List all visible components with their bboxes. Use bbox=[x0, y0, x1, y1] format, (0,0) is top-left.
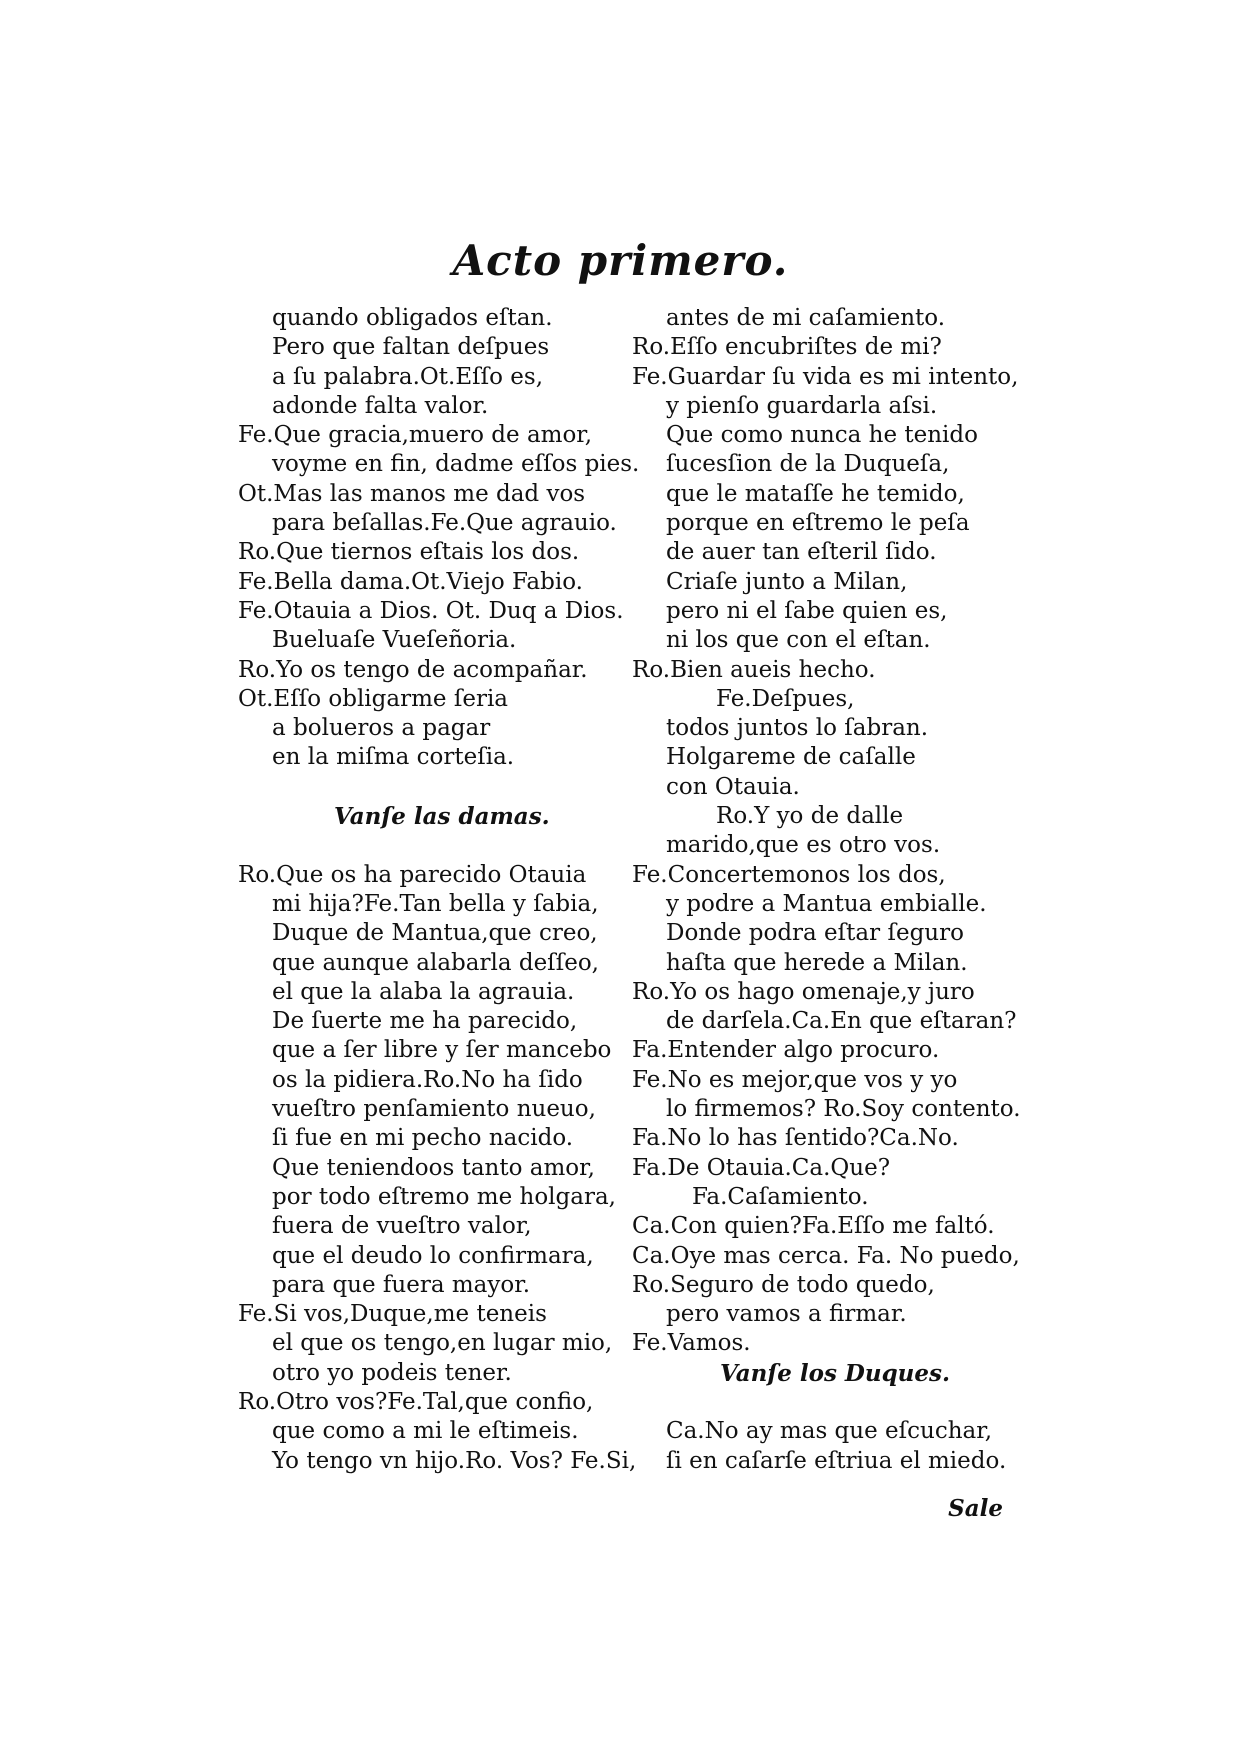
verse-line: Fe.Deſpues, bbox=[716, 685, 855, 712]
verse-line: Ro.Otro vos?Fe.Tal,que confio, bbox=[238, 1388, 594, 1415]
verse-line: Que teniendoos tanto amor, bbox=[272, 1154, 595, 1181]
verse-line: marido,que es otro vos. bbox=[666, 832, 941, 859]
verse-line: Fe.Guardar ſu vida es mi intento, bbox=[632, 363, 1019, 390]
verse-line: ni los que con el eſtan. bbox=[666, 627, 931, 654]
verse-line: Fe.Bella dama.Ot.Viejo Fabio. bbox=[238, 568, 583, 595]
verse-line: para beſallas.Fe.Que agrauio. bbox=[272, 510, 617, 537]
left-column bbox=[238, 304, 640, 1476]
verse-line: Ro.Seguro de todo quedo, bbox=[632, 1271, 935, 1298]
verse-line: de darſela.Ca.En que eſtaran? bbox=[666, 1008, 1017, 1035]
verse-line: Ot.Eſſo obligarme ſeria bbox=[238, 685, 509, 712]
verse-line: os la pidiera.Ro.No ha ſido bbox=[272, 1066, 583, 1093]
verse-line: antes de mi caſamiento. bbox=[666, 305, 946, 331]
verse-line: Ro.Y yo de dalle bbox=[716, 803, 904, 830]
verse-line: Criaſe junto a Milan, bbox=[666, 568, 908, 595]
verse-line: Fe.Otauia a Dios. Ot. Duq a Dios. bbox=[238, 597, 624, 624]
verse-line: Yo tengo vn hijo.Ro. Vos? Fe.Si, bbox=[272, 1447, 637, 1474]
verse-line: Ro.Bien aueis hecho. bbox=[632, 656, 876, 683]
right-column bbox=[632, 304, 1021, 1476]
verse-line: Ca.No ay mas que eſcuchar, bbox=[666, 1418, 993, 1445]
verse-line: que le mataſſe he temido, bbox=[666, 480, 965, 507]
verse-line: fuera de vueſtro valor, bbox=[272, 1213, 532, 1240]
blank-line bbox=[238, 831, 628, 860]
verse-line: que a ſer libre y ſer mancebo bbox=[272, 1037, 612, 1064]
verse-line: pero vamos a firmar. bbox=[666, 1301, 907, 1328]
verse-line: Pero que faltan deſpues bbox=[272, 334, 550, 361]
verse-line: Fa.Entender algo procuro. bbox=[632, 1037, 940, 1064]
verse-line: quando obligados eſtan. bbox=[272, 305, 553, 331]
verse-line: para que fuera mayor. bbox=[272, 1271, 531, 1298]
verse-line: todos juntos lo ſabran. bbox=[666, 715, 929, 742]
verse-line: otro yo podeis tener. bbox=[272, 1359, 512, 1386]
verse-line: Fa.Caſamiento. bbox=[692, 1183, 869, 1210]
verse-line: por todo eſtremo me holgara, bbox=[272, 1183, 616, 1210]
verse-line: De ſuerte me ha parecido, bbox=[272, 1008, 578, 1035]
verse-line: lo firmemos? Ro.Soy contento. bbox=[666, 1096, 1021, 1123]
verse-line: el que os tengo,en lugar mio, bbox=[272, 1330, 613, 1357]
verse-line: Fe.No es mejor,que vos y yo bbox=[632, 1066, 958, 1093]
verse-line: Ro.Que os ha parecido Otauia bbox=[238, 861, 587, 888]
verse-line: Ro.Eſſo encubriſtes de mi? bbox=[632, 334, 942, 361]
verse-line: pero ni el ſabe quien es, bbox=[666, 597, 948, 624]
verse-line: Holgareme de caſalle bbox=[666, 744, 916, 771]
verse-line: Ro.Yo os tengo de acompañar. bbox=[238, 656, 588, 683]
verse-line: haſta que herede a Milan. bbox=[666, 949, 968, 976]
running-header: Acto primero. bbox=[452, 236, 789, 285]
verse-line: voyme en fin, dadme eſſos pies. bbox=[272, 451, 640, 478]
verse-line: Duque de Mantua,que creo, bbox=[272, 920, 598, 947]
verse-line: Fa.De Otauia.Ca.Que? bbox=[632, 1154, 891, 1181]
verse-line: vueſtro penſamiento nueuo, bbox=[272, 1096, 596, 1123]
catchword: Sale bbox=[948, 1495, 1003, 1522]
blank-line bbox=[238, 773, 628, 802]
verse-line: Fe.Si vos,Duque,me teneis bbox=[238, 1301, 547, 1328]
stage-direction: Vanſe los Duques. bbox=[720, 1359, 950, 1387]
verse-line: que el deudo lo confirmara, bbox=[272, 1242, 594, 1269]
verse-line: con Otauia. bbox=[666, 773, 800, 800]
verse-line: Fa.No lo has ſentido?Ca.No. bbox=[632, 1125, 959, 1152]
verse-line: que como a mi le eſtimeis. bbox=[272, 1418, 579, 1445]
verse-line: en la miſma corteſia. bbox=[272, 744, 515, 771]
verse-line: y podre a Mantua embialle. bbox=[666, 890, 987, 917]
verse-line: Ca.Oye mas cerca. Fa. No puedo, bbox=[632, 1242, 1020, 1269]
verse-line: Ro.Yo os hago omenaje,y juro bbox=[632, 978, 975, 1005]
verse-line: Fe.Concertemonos los dos, bbox=[632, 861, 946, 888]
verse-line: Que como nunca he tenido bbox=[666, 422, 978, 449]
verse-line: ſucesſion de la Duqueſa, bbox=[666, 451, 950, 478]
verse-line: Donde podra eſtar ſeguro bbox=[666, 920, 964, 947]
verse-line: Bueluaſe Vueſeñoria. bbox=[272, 627, 517, 654]
verse-line: Ro.Que tiernos eſtais los dos. bbox=[238, 539, 580, 566]
verse-line: Ca.Con quien?Fa.Eſſo me faltó. bbox=[632, 1213, 995, 1240]
verse-line: y pienſo guardarla aſsi. bbox=[666, 392, 938, 419]
verse-line: Fe.Que gracia,muero de amor, bbox=[238, 422, 593, 449]
blank-line bbox=[632, 1388, 1012, 1417]
verse-line: adonde falta valor. bbox=[272, 392, 489, 419]
stage-direction: Vanſe las damas. bbox=[334, 803, 550, 831]
verse-line: el que la alaba la agrauia. bbox=[272, 978, 575, 1005]
verse-line: mi hija?Fe.Tan bella y ſabia, bbox=[272, 890, 599, 917]
verse-line: que aunque alabarla deſſeo, bbox=[272, 949, 599, 976]
verse-line: de auer tan eſteril ſido. bbox=[666, 539, 937, 566]
verse-line: Fe.Vamos. bbox=[632, 1330, 751, 1357]
verse-line: a ſu palabra.Ot.Eſſo es, bbox=[272, 363, 544, 390]
verse-line: porque en eſtremo le peſa bbox=[666, 510, 970, 537]
verse-line: ſi fue en mi pecho nacido. bbox=[272, 1125, 574, 1152]
verse-line: Ot.Mas las manos me dad vos bbox=[238, 480, 586, 507]
verse-line: ſi en caſarſe eſtriua el miedo. bbox=[666, 1447, 1007, 1474]
verse-line: a bolueros a pagar bbox=[272, 715, 491, 742]
